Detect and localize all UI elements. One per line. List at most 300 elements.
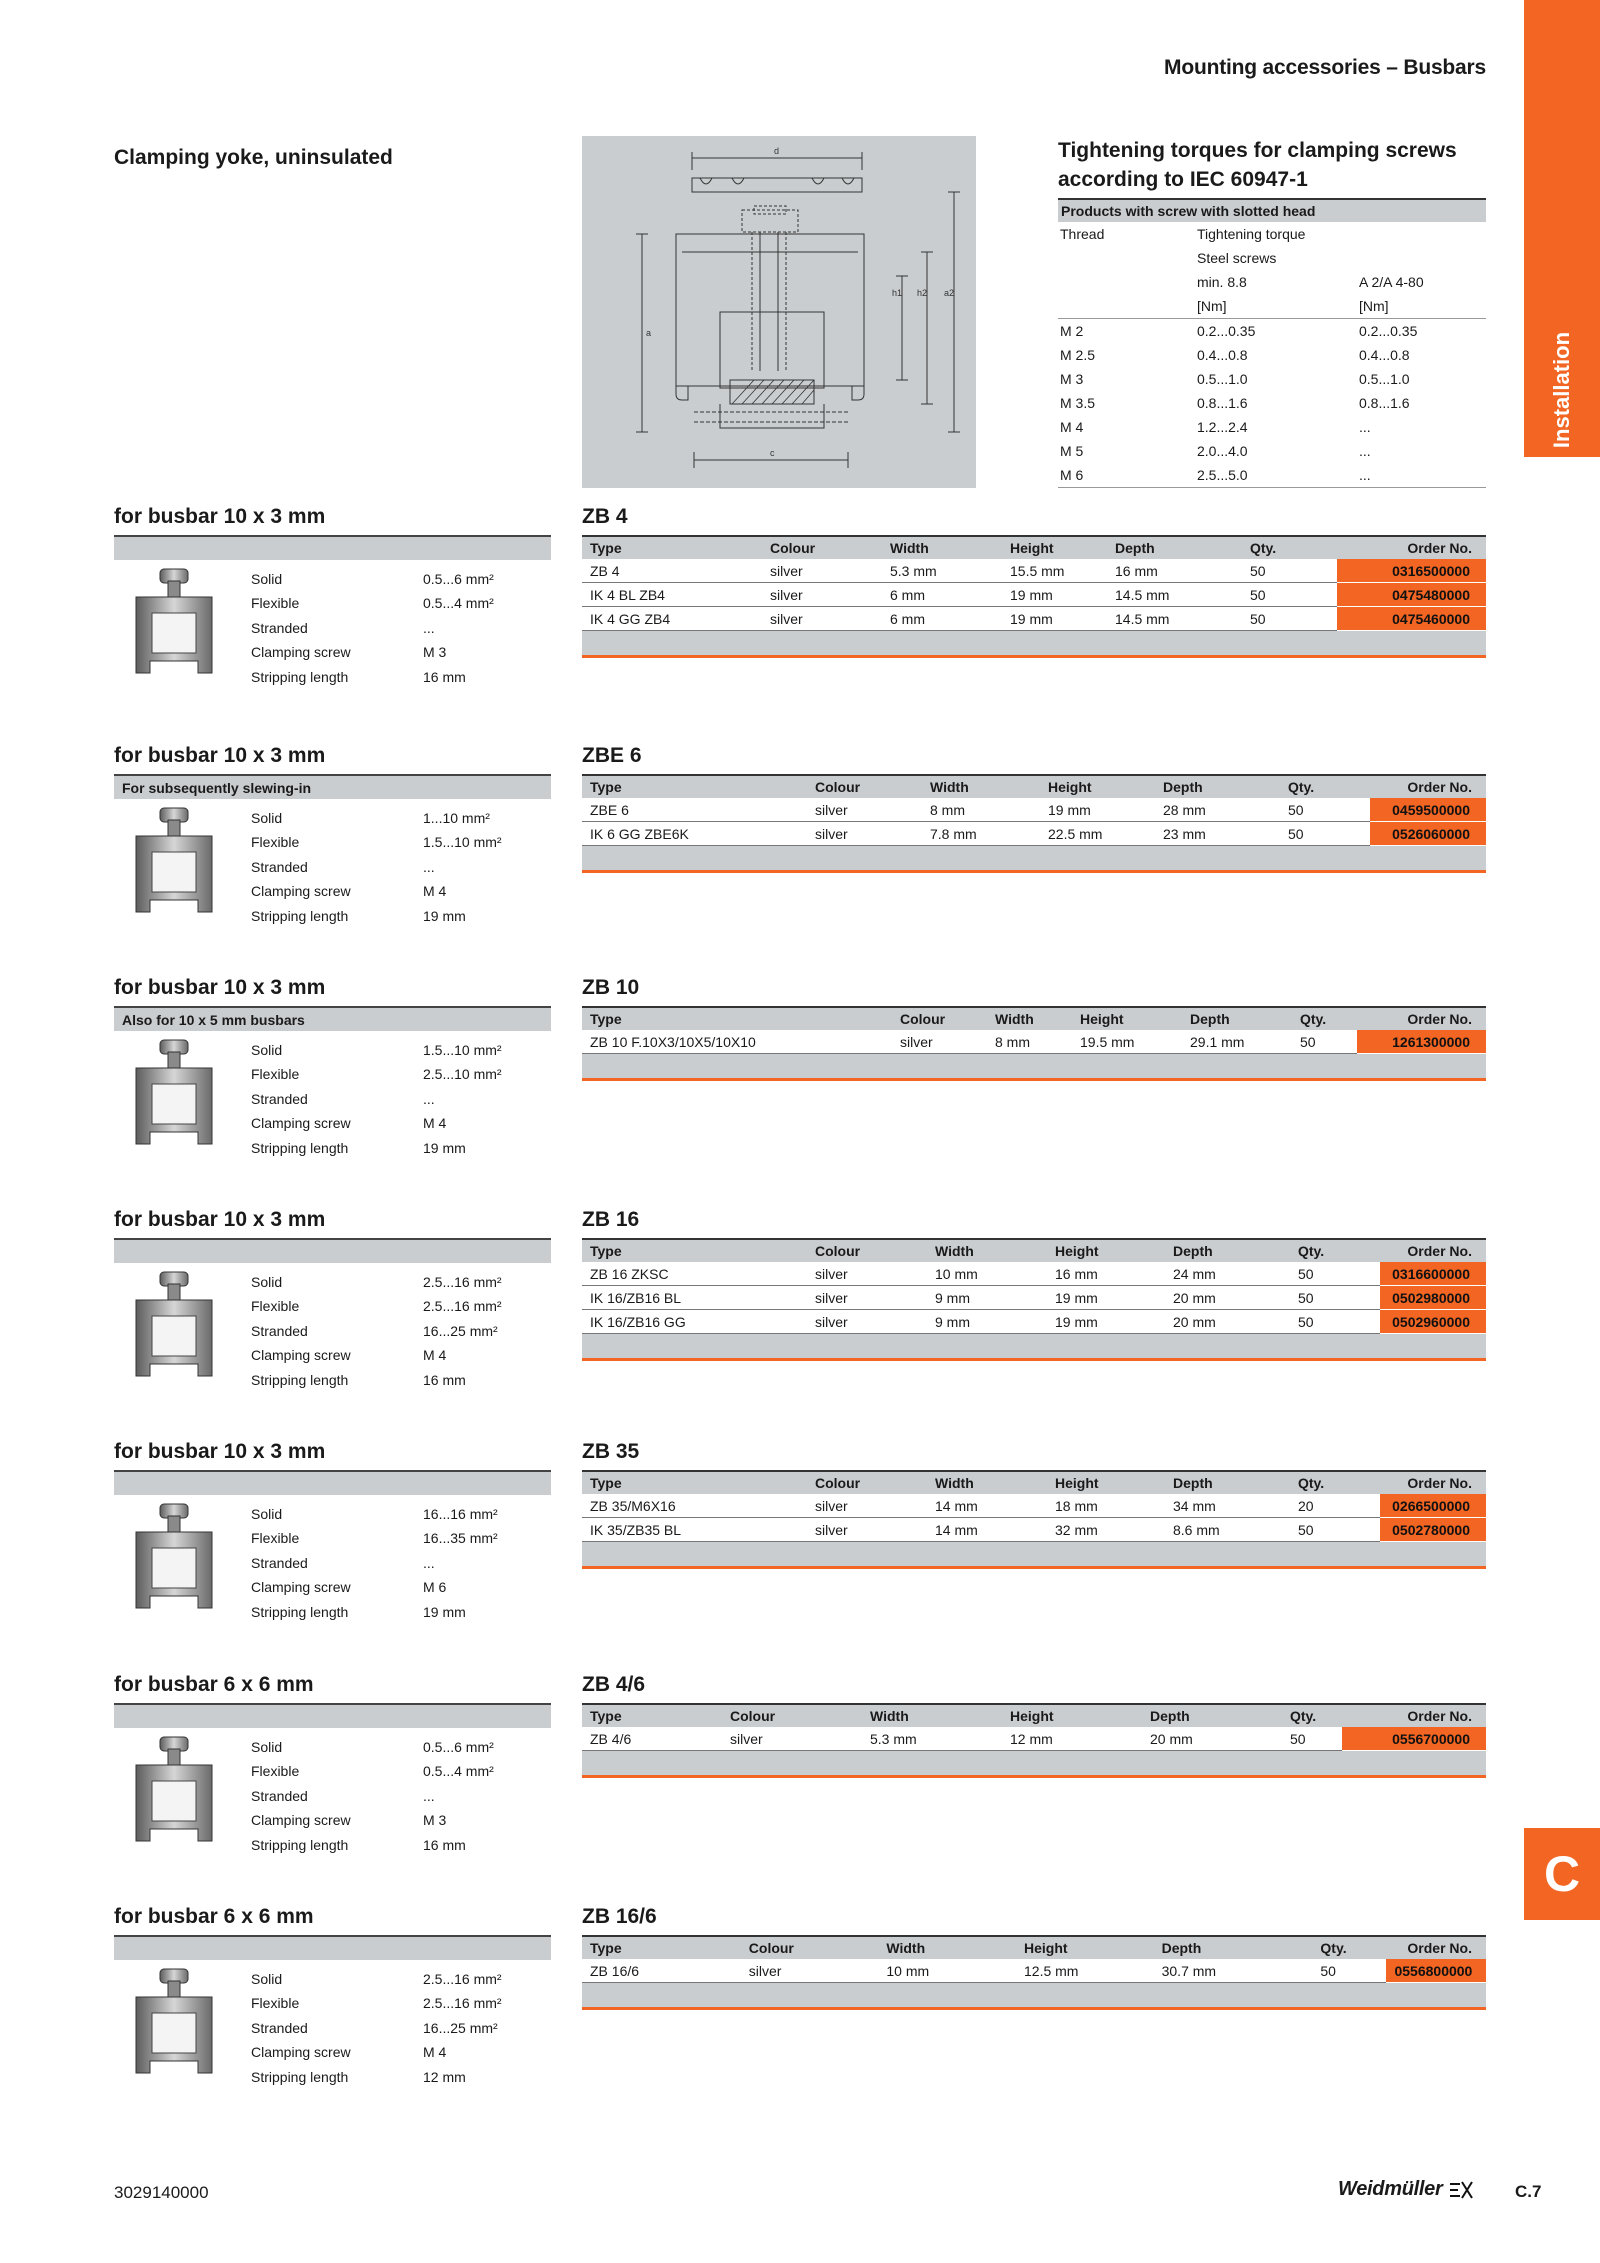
spec-row-screw xyxy=(251,640,494,664)
table-cell: 19.5 mm xyxy=(1072,1030,1182,1054)
column-header-width: Width xyxy=(878,1936,1016,1959)
spec-label: Stranded xyxy=(251,1090,308,1107)
order-table-header xyxy=(582,1704,1486,1727)
torque-row xyxy=(1058,367,1486,391)
spec-value: M 4 xyxy=(423,1115,447,1132)
torque-table xyxy=(1058,136,1486,488)
column-header-type: Type xyxy=(582,1239,807,1262)
column-header-width: Width xyxy=(927,1239,1047,1262)
table-footer-bar xyxy=(582,846,1486,873)
spec-value: ... xyxy=(423,1554,435,1571)
column-header-height: Height xyxy=(1047,1239,1165,1262)
table-cell: 29.1 mm xyxy=(1182,1030,1292,1054)
column-header-qty: Qty. xyxy=(1290,1239,1380,1262)
table-cell: 8 mm xyxy=(987,1030,1072,1054)
spec-label: Flexible xyxy=(251,1763,300,1780)
table-cell: IK 6 GG ZBE6K xyxy=(582,822,807,846)
spec-label: Stripping length xyxy=(251,907,349,924)
technical-drawing xyxy=(582,136,976,488)
column-header-height: Height xyxy=(1072,1007,1182,1030)
spec-label: Stranded xyxy=(251,1787,308,1804)
torque-title xyxy=(1058,136,1486,194)
spec-label: Solid xyxy=(251,810,283,826)
spec-row-solid xyxy=(251,1967,502,1991)
side-tab-label: Installation xyxy=(1549,331,1574,449)
spec-label: Clamping screw xyxy=(251,2044,351,2061)
table-cell: 50 xyxy=(1282,1727,1342,1751)
spec-label: Clamping screw xyxy=(251,1812,351,1829)
spec-label: Flexible xyxy=(251,1995,300,2012)
spec-value: 2.5...16 mm² xyxy=(423,1274,502,1290)
torque-head-cell: [Nm] xyxy=(1359,298,1389,314)
torque-cell: ... xyxy=(1359,419,1371,435)
table-row xyxy=(582,1959,1486,1983)
column-header-depth: Depth xyxy=(1165,1239,1290,1262)
order-number-link[interactable]: 0556700000 xyxy=(1342,1727,1486,1751)
table-row xyxy=(582,583,1486,607)
table-row xyxy=(582,559,1486,583)
section-title: for busbar 10 x 3 mm xyxy=(114,1440,326,1463)
section-spec xyxy=(114,505,551,705)
torque-cell: 2.0...4.0 xyxy=(1197,443,1248,459)
spec-row-flexible xyxy=(251,591,494,615)
torque-title-line2: according to IEC 60947-1 xyxy=(1058,168,1308,191)
clamp-photo xyxy=(114,1036,250,1156)
column-header-order: Order No. xyxy=(1380,1239,1486,1262)
order-number-link[interactable]: 0556800000 xyxy=(1386,1959,1486,1983)
table-cell: 14.5 mm xyxy=(1107,607,1242,631)
spec-row-solid xyxy=(251,1270,502,1294)
product-family-title: ZB 16 xyxy=(582,1208,640,1231)
spec-label: Stripping length xyxy=(251,1139,349,1156)
table-row xyxy=(582,607,1486,631)
torque-head-row xyxy=(1058,294,1486,319)
section-title: for busbar 10 x 3 mm xyxy=(114,976,326,999)
table-cell: 30.7 mm xyxy=(1154,1959,1313,1983)
spec-label: Solid xyxy=(251,1506,283,1522)
table-cell: 9 mm xyxy=(927,1286,1047,1310)
section-title: for busbar 10 x 3 mm xyxy=(114,744,326,767)
section-title: for busbar 10 x 3 mm xyxy=(114,505,326,528)
spec-list xyxy=(251,567,494,689)
spec-value: 19 mm xyxy=(423,1139,466,1156)
torque-head-cell: Thread xyxy=(1060,226,1105,242)
order-table xyxy=(582,1470,1486,1542)
spec-label: Solid xyxy=(251,1739,283,1755)
spec-value: 2.5...10 mm² xyxy=(423,1066,502,1083)
product-family-title: ZB 35 xyxy=(582,1440,640,1463)
column-header-colour: Colour xyxy=(807,775,922,798)
torque-head-cell: Tightening torque xyxy=(1197,226,1306,242)
order-number-link[interactable]: 0526060000 xyxy=(1370,822,1486,846)
spec-list xyxy=(251,1038,502,1160)
spec-list xyxy=(251,1502,498,1624)
page-heading: Clamping yoke, uninsulated xyxy=(114,146,393,169)
column-header-colour: Colour xyxy=(741,1936,879,1959)
spec-label: Flexible xyxy=(251,1066,300,1083)
column-header-width: Width xyxy=(987,1007,1072,1030)
spec-value: 16 mm xyxy=(423,1836,466,1853)
torque-head-row xyxy=(1058,246,1486,270)
spec-value: 16 mm xyxy=(423,668,466,685)
order-table-header xyxy=(582,775,1486,798)
table-cell: IK 4 BL ZB4 xyxy=(582,583,762,607)
spec-row-stranded xyxy=(251,855,502,879)
table-cell: 7.8 mm xyxy=(922,822,1040,846)
spec-label: Stranded xyxy=(251,858,308,875)
torque-cell: 0.4...0.8 xyxy=(1359,347,1410,363)
table-cell: silver xyxy=(722,1727,862,1751)
spec-row-flexible xyxy=(251,1294,502,1318)
table-cell: ZB 35/M6X16 xyxy=(582,1494,807,1518)
order-table xyxy=(582,535,1486,631)
torque-cell: 0.8...1.6 xyxy=(1359,395,1410,411)
clamp-photo xyxy=(114,804,250,924)
torque-cell: 0.5...1.0 xyxy=(1359,371,1410,387)
section-note: For subsequently slewing-in xyxy=(114,774,551,799)
spec-row-strip xyxy=(251,1833,494,1857)
spec-label: Solid xyxy=(251,1971,283,1987)
torque-head-cell: [Nm] xyxy=(1197,298,1227,314)
torque-cell: 1.2...2.4 xyxy=(1197,419,1248,435)
spec-label: Stripping length xyxy=(251,1603,349,1620)
column-header-type: Type xyxy=(582,536,762,559)
brand-name: Weidmüller xyxy=(1338,2178,1443,2200)
torque-head-cell xyxy=(1058,294,1197,318)
column-header-depth: Depth xyxy=(1107,536,1242,559)
spec-row-stranded xyxy=(251,1784,494,1808)
order-number-link[interactable]: 0266500000 xyxy=(1380,1494,1486,1518)
column-header-order: Order No. xyxy=(1386,1936,1486,1959)
spec-label: Clamping screw xyxy=(251,1115,351,1132)
spec-row-strip xyxy=(251,1136,502,1160)
spec-row-strip xyxy=(251,904,502,928)
table-cell: 8 mm xyxy=(922,798,1040,822)
spec-value: 0.5...6 mm² xyxy=(423,1739,494,1755)
torque-cell: ... xyxy=(1359,443,1371,459)
clamp-photo xyxy=(114,1733,250,1853)
dim-label-c: c xyxy=(770,448,775,458)
column-header-colour: Colour xyxy=(892,1007,987,1030)
table-cell: ZB 16/6 xyxy=(582,1959,741,1983)
column-header-type: Type xyxy=(582,1936,741,1959)
section-spec xyxy=(114,1905,551,2105)
spec-list xyxy=(251,1735,494,1857)
torque-row xyxy=(1058,391,1486,415)
section-title: for busbar 6 x 6 mm xyxy=(114,1905,314,1928)
section-title: for busbar 6 x 6 mm xyxy=(114,1673,314,1696)
clamp-photo xyxy=(114,1268,250,1388)
spec-label: Clamping screw xyxy=(251,1347,351,1364)
torque-row xyxy=(1058,319,1486,343)
table-cell: silver xyxy=(807,1310,927,1334)
table-cell: silver xyxy=(807,1262,927,1286)
table-cell: silver xyxy=(762,607,882,631)
spec-row-screw xyxy=(251,879,502,903)
column-header-height: Height xyxy=(1002,536,1107,559)
spec-row-flexible xyxy=(251,1062,502,1086)
spec-label: Stripping length xyxy=(251,668,349,685)
column-header-height: Height xyxy=(1002,1704,1142,1727)
table-footer-bar xyxy=(582,1542,1486,1569)
column-header-colour: Colour xyxy=(807,1239,927,1262)
torque-head-cell xyxy=(1058,246,1197,270)
table-cell: 16 mm xyxy=(1107,559,1242,583)
table-cell: 50 xyxy=(1290,1286,1380,1310)
torque-row xyxy=(1058,343,1486,367)
order-number-link[interactable]: 0316500000 xyxy=(1337,559,1486,583)
column-header-qty: Qty. xyxy=(1290,1471,1380,1494)
torque-cell: M 4 xyxy=(1060,419,1084,435)
table-row xyxy=(582,1727,1486,1751)
table-footer-bar xyxy=(582,1054,1486,1081)
table-cell: 20 mm xyxy=(1142,1727,1282,1751)
column-header-type: Type xyxy=(582,1471,807,1494)
table-cell: silver xyxy=(762,583,882,607)
spec-label: Solid xyxy=(251,1042,283,1058)
table-footer-bar xyxy=(582,1334,1486,1361)
spec-value: 16...25 mm² xyxy=(423,2019,498,2036)
table-cell: 6 mm xyxy=(882,583,1002,607)
header-title: Mounting accessories – Busbars xyxy=(1164,56,1486,79)
section-note xyxy=(114,1703,551,1728)
brand-logo xyxy=(1338,2178,1474,2201)
table-cell: silver xyxy=(892,1030,987,1054)
table-cell: 50 xyxy=(1242,607,1337,631)
table-cell: ZB 4/6 xyxy=(582,1727,722,1751)
spec-row-stranded xyxy=(251,1319,502,1343)
section-spec xyxy=(114,744,551,944)
section-order-table xyxy=(582,976,1486,1081)
table-cell: IK 4 GG ZB4 xyxy=(582,607,762,631)
product-family-title: ZB 10 xyxy=(582,976,640,999)
table-cell: 20 xyxy=(1290,1494,1380,1518)
torque-head-row xyxy=(1058,270,1486,294)
spec-row-flexible xyxy=(251,830,502,854)
table-cell: ZB 4 xyxy=(582,559,762,583)
spec-row-strip xyxy=(251,2065,502,2089)
order-number-link[interactable]: 0502960000 xyxy=(1380,1310,1486,1334)
torque-head-cell: min. 8.8 xyxy=(1197,274,1247,290)
section-spec xyxy=(114,1208,551,1408)
table-cell: 50 xyxy=(1280,798,1370,822)
spec-row-screw xyxy=(251,2040,502,2064)
torque-head-cell xyxy=(1359,222,1486,246)
table-cell: ZB 16 ZKSC xyxy=(582,1262,807,1286)
column-header-qty: Qty. xyxy=(1280,775,1370,798)
column-header-width: Width xyxy=(922,775,1040,798)
spec-label: Clamping screw xyxy=(251,1579,351,1596)
torque-head-cell xyxy=(1058,270,1197,294)
torque-head xyxy=(1058,222,1486,319)
order-table-header xyxy=(582,1007,1486,1030)
clamp-photo xyxy=(114,565,250,685)
spec-row-strip xyxy=(251,1600,498,1624)
order-number-link[interactable]: 0502780000 xyxy=(1380,1518,1486,1542)
table-cell: 16 mm xyxy=(1047,1262,1165,1286)
torque-head-cell: A 2/A 4-80 xyxy=(1359,274,1424,290)
spec-value: 19 mm xyxy=(423,1603,466,1620)
torque-cell: M 3 xyxy=(1060,371,1084,387)
torque-cell: M 5 xyxy=(1060,443,1084,459)
torque-cell: ... xyxy=(1359,467,1371,483)
table-footer-bar xyxy=(582,631,1486,658)
section-order-table xyxy=(582,1440,1486,1569)
section-order-table xyxy=(582,744,1486,873)
section-note xyxy=(114,1935,551,1960)
column-header-colour: Colour xyxy=(722,1704,862,1727)
table-row xyxy=(582,1310,1486,1334)
table-row xyxy=(582,1494,1486,1518)
column-header-qty: Qty. xyxy=(1282,1704,1342,1727)
order-number-link[interactable]: 0316600000 xyxy=(1380,1262,1486,1286)
section-title: for busbar 10 x 3 mm xyxy=(114,1208,326,1231)
page-number: C.7 xyxy=(1515,2182,1542,2201)
torque-cell: 0.2...0.35 xyxy=(1197,323,1256,339)
torque-cell: M 3.5 xyxy=(1060,395,1096,411)
column-header-order: Order No. xyxy=(1380,1471,1486,1494)
section-order-table xyxy=(582,1905,1486,2010)
column-header-width: Width xyxy=(927,1471,1047,1494)
spec-value: 1.5...10 mm² xyxy=(423,834,502,851)
table-cell: IK 16/ZB16 GG xyxy=(582,1310,807,1334)
product-family-title: ZB 4/6 xyxy=(582,1673,646,1696)
spec-row-strip xyxy=(251,665,494,689)
order-number-link[interactable]: 0475480000 xyxy=(1337,583,1486,607)
spec-row-flexible xyxy=(251,1526,498,1550)
spec-label: Clamping screw xyxy=(251,883,351,900)
spec-row-stranded xyxy=(251,1551,498,1575)
spec-row-screw xyxy=(251,1808,494,1832)
order-table-header xyxy=(582,1936,1486,1959)
table-cell: 10 mm xyxy=(878,1959,1016,1983)
order-table xyxy=(582,1935,1486,1983)
torque-subtitle: Products with screw with slotted head xyxy=(1058,198,1486,222)
table-cell: 5.3 mm xyxy=(882,559,1002,583)
clamp-photo xyxy=(114,1965,250,2085)
spec-value: M 4 xyxy=(423,883,447,900)
spec-label: Stripping length xyxy=(251,2068,349,2085)
torque-cell: M 2.5 xyxy=(1060,347,1096,363)
spec-row-stranded xyxy=(251,616,494,640)
spec-label: Clamping screw xyxy=(251,644,351,661)
spec-value: M 4 xyxy=(423,1347,447,1364)
column-header-depth: Depth xyxy=(1155,775,1280,798)
spec-value: 2.5...16 mm² xyxy=(423,1995,502,2012)
spec-row-solid xyxy=(251,1502,498,1526)
torque-row xyxy=(1058,463,1486,488)
table-cell: 19 mm xyxy=(1047,1310,1165,1334)
table-cell: 12.5 mm xyxy=(1016,1959,1154,1983)
table-row xyxy=(582,1518,1486,1542)
order-table-header xyxy=(582,536,1486,559)
spec-row-screw xyxy=(251,1111,502,1135)
table-row xyxy=(582,1262,1486,1286)
section-order-table xyxy=(582,1208,1486,1361)
table-cell: 20 mm xyxy=(1165,1286,1290,1310)
section-order-table xyxy=(582,1673,1486,1778)
column-header-height: Height xyxy=(1016,1936,1154,1959)
torque-cell: 0.4...0.8 xyxy=(1197,347,1248,363)
clamp-dimension-diagram xyxy=(582,136,976,488)
side-tab-installation[interactable] xyxy=(1524,0,1600,457)
table-cell: silver xyxy=(807,1518,927,1542)
order-table-header xyxy=(582,1471,1486,1494)
spec-list xyxy=(251,1967,502,2089)
table-row xyxy=(582,798,1486,822)
torque-head-cell: Steel screws xyxy=(1197,250,1277,266)
table-cell: 50 xyxy=(1242,559,1337,583)
spec-label: Stripping length xyxy=(251,1371,349,1388)
dim-label-d: d xyxy=(774,146,780,156)
spec-label: Flexible xyxy=(251,834,300,851)
spec-row-stranded xyxy=(251,2016,502,2040)
order-number-link[interactable]: 0459500000 xyxy=(1370,798,1486,822)
spec-value: 16...16 mm² xyxy=(423,1506,498,1522)
order-number-link[interactable]: 0475460000 xyxy=(1337,607,1486,631)
spec-label: Solid xyxy=(251,571,283,587)
torque-row xyxy=(1058,415,1486,439)
dim-label-a2: a2 xyxy=(944,288,955,298)
column-header-order: Order No. xyxy=(1342,1704,1486,1727)
spec-value: 16 mm xyxy=(423,1371,466,1388)
torque-head-cell xyxy=(1359,246,1486,270)
table-cell: 50 xyxy=(1292,1030,1357,1054)
table-row xyxy=(582,1286,1486,1310)
torque-cell: 0.2...0.35 xyxy=(1359,323,1418,339)
spec-label: Stranded xyxy=(251,2019,308,2036)
section-order-table xyxy=(582,505,1486,658)
table-cell: 32 mm xyxy=(1047,1518,1165,1542)
table-cell: silver xyxy=(741,1959,879,1983)
spec-value: M 6 xyxy=(423,1579,447,1596)
spec-row-screw xyxy=(251,1575,498,1599)
table-cell: 34 mm xyxy=(1165,1494,1290,1518)
spec-value: 16...35 mm² xyxy=(423,1530,498,1547)
table-cell: 14 mm xyxy=(927,1494,1047,1518)
order-table xyxy=(582,774,1486,846)
spec-value: ... xyxy=(423,1090,435,1107)
column-header-qty: Qty. xyxy=(1312,1936,1386,1959)
table-cell: 20 mm xyxy=(1165,1310,1290,1334)
order-number-link[interactable]: 0502980000 xyxy=(1380,1286,1486,1310)
table-cell: 6 mm xyxy=(882,607,1002,631)
column-header-depth: Depth xyxy=(1182,1007,1292,1030)
table-cell: 10 mm xyxy=(927,1262,1047,1286)
table-cell: 50 xyxy=(1290,1262,1380,1286)
doc-number: 3029140000 xyxy=(114,2183,209,2202)
spec-value: 1.5...10 mm² xyxy=(423,1042,502,1058)
chapter-tab[interactable]: C xyxy=(1524,1828,1600,1920)
spec-value: 16...25 mm² xyxy=(423,1322,498,1339)
torque-title-line1: Tightening torques for clamping screws xyxy=(1058,139,1457,162)
torque-head-row xyxy=(1058,222,1486,246)
table-cell: 50 xyxy=(1290,1310,1380,1334)
column-header-depth: Depth xyxy=(1165,1471,1290,1494)
spec-value: 1...10 mm² xyxy=(423,810,490,826)
spec-row-solid xyxy=(251,806,502,830)
clamp-photo xyxy=(114,1500,250,1620)
spec-list xyxy=(251,806,502,928)
column-header-order: Order No. xyxy=(1357,1007,1486,1030)
spec-label: Stranded xyxy=(251,1322,308,1339)
torque-cell: 2.5...5.0 xyxy=(1197,467,1248,483)
order-number-link[interactable]: 1261300000 xyxy=(1357,1030,1486,1054)
spec-row-stranded xyxy=(251,1087,502,1111)
spec-value: ... xyxy=(423,619,435,636)
column-header-qty: Qty. xyxy=(1292,1007,1357,1030)
table-cell: IK 35/ZB35 BL xyxy=(582,1518,807,1542)
